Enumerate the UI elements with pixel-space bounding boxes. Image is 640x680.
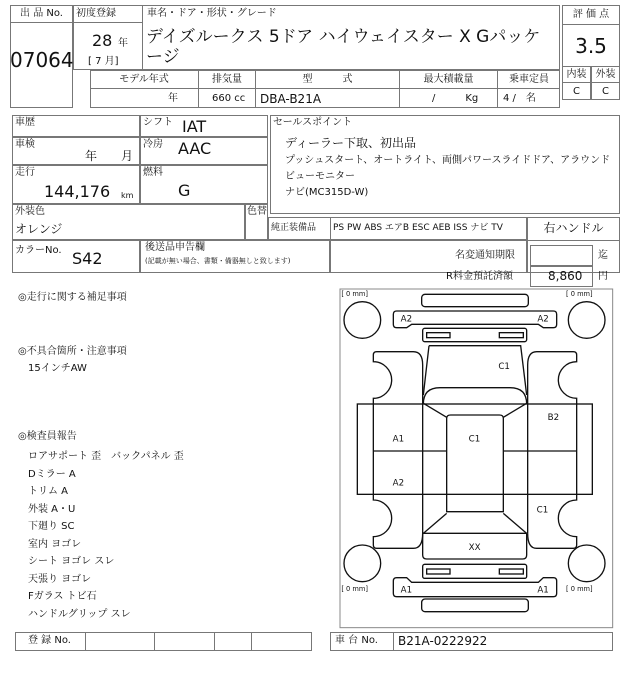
color-no-label: カラーNo. bbox=[15, 245, 62, 256]
recycle-unit: 円 bbox=[598, 271, 608, 282]
tread-rear-right: [ 0 mm] bbox=[566, 585, 593, 593]
front-bumper bbox=[393, 311, 556, 328]
max-load-label: 最大積載量 bbox=[423, 74, 474, 85]
exterior-color-label: 外装色 bbox=[15, 206, 45, 217]
steering-value: 右ハンドル bbox=[543, 221, 604, 235]
equipment-label: 純正装備品 bbox=[271, 223, 317, 233]
diagram-border bbox=[340, 289, 613, 628]
defects-label: ◎不具合箇所・注意事項 bbox=[18, 346, 127, 357]
model-year-value: 年 bbox=[168, 93, 178, 104]
tread-rear-left: [ 0 mm] bbox=[341, 585, 368, 593]
history-label: 車歴 bbox=[15, 117, 35, 128]
color-change-label: 色替 bbox=[247, 206, 267, 217]
reg-no-cell bbox=[85, 632, 155, 651]
ac-value: AAC bbox=[178, 139, 212, 158]
inspector-list bbox=[28, 447, 184, 622]
reg-no-label: 登 録 No. bbox=[28, 635, 71, 646]
rear-panel bbox=[423, 564, 527, 578]
headlight-right bbox=[499, 333, 523, 338]
later-items-note: (記載が無い場合、書類・備器無しと致します) bbox=[145, 257, 291, 265]
shift-value: IAT bbox=[182, 117, 207, 136]
mark-front-bumper-right: A2 bbox=[537, 314, 549, 325]
pillars bbox=[423, 403, 526, 533]
shift-label: シフト bbox=[143, 117, 173, 128]
wheel-front-left bbox=[344, 302, 381, 339]
exterior-label: 外装 bbox=[595, 69, 616, 80]
inspector-item: ハンドルグリップ スレ bbox=[28, 608, 131, 620]
exterior-color-value: オレンジ bbox=[15, 222, 63, 236]
inspection-value: 年 月 bbox=[85, 149, 134, 163]
capacity-label: 乗車定員 bbox=[509, 74, 549, 85]
chassis-label: 車 台 No. bbox=[335, 635, 378, 646]
later-items-label: 後送品申告欄 bbox=[145, 242, 205, 253]
rear-bumper bbox=[393, 578, 556, 597]
front-grille bbox=[423, 328, 527, 341]
fuel-value: G bbox=[178, 181, 191, 200]
wheel-rear-right bbox=[568, 545, 605, 582]
recycle-label: R料金預託済額 bbox=[446, 271, 513, 282]
displacement-value: 660 cc bbox=[212, 93, 246, 104]
roof bbox=[447, 415, 504, 512]
driving-notes-label: ◎走行に関する補足事項 bbox=[18, 292, 127, 303]
mark-roof: C1 bbox=[468, 434, 481, 445]
mark-front-bumper-left: A2 bbox=[400, 314, 413, 325]
car-name: デイズルークス 5ドア ハイウェイスター X Gパッケージ bbox=[146, 27, 541, 67]
wheel-rear-left bbox=[344, 545, 381, 582]
score-label: 評 価 点 bbox=[572, 9, 610, 20]
mark-back-door: XX bbox=[468, 543, 481, 553]
headlight-left bbox=[427, 333, 450, 338]
sales-point-label: セールスポイント bbox=[273, 117, 353, 128]
recycle-value: 8,860 bbox=[548, 269, 583, 283]
car-name-label: 車名・ドア・形状・グレード bbox=[147, 8, 277, 19]
inspector-label: ◎検査員報告 bbox=[18, 431, 77, 442]
inspection-label: 車検 bbox=[15, 139, 35, 150]
sales-point-item: ビューモニター bbox=[285, 171, 355, 182]
interior-grade: C bbox=[573, 86, 580, 97]
inspector-item: ロアサポート 歪 バックパネル 歪 bbox=[28, 451, 184, 462]
lot-label: 出 品 No. bbox=[20, 8, 63, 19]
mark-hood: C1 bbox=[498, 362, 510, 372]
score-value: 3.5 bbox=[575, 34, 607, 58]
rear-left-quarter bbox=[373, 494, 422, 548]
inspector-item: Dミラー A bbox=[28, 468, 76, 480]
taillight-right bbox=[499, 569, 523, 574]
front-bar bbox=[422, 294, 529, 306]
model-year-label: モデル年式 bbox=[119, 74, 169, 85]
year-unit: 年 bbox=[118, 38, 128, 49]
inspector-item: Fガラス トビ石 bbox=[28, 591, 97, 602]
sales-point-item: ナビ(MC315D-W) bbox=[285, 187, 369, 198]
displacement-label: 排気量 bbox=[212, 74, 242, 85]
wheel-front-right bbox=[568, 302, 605, 339]
mark-left-front-door: A1 bbox=[392, 434, 405, 445]
inspector-item: 室内 ヨゴレ bbox=[28, 538, 82, 550]
damage-diagram bbox=[330, 285, 640, 680]
type-value: DBA-B21A bbox=[260, 92, 322, 106]
rear-right-quarter bbox=[528, 494, 577, 548]
divider bbox=[330, 217, 331, 273]
mark-rear-bumper-right: A1 bbox=[537, 585, 549, 596]
color-no-value: S42 bbox=[72, 249, 103, 268]
rear-bar bbox=[422, 599, 529, 612]
ac-label: 冷房 bbox=[143, 139, 163, 150]
name-change-suffix: 迄 bbox=[598, 250, 608, 261]
front-left-fender bbox=[373, 352, 422, 404]
sales-point-item: プッシュスタート、オートライト、両側パワースライドドア、アラウンド bbox=[285, 155, 611, 166]
first-reg-year: 28 bbox=[92, 31, 113, 50]
interior-label: 内装 bbox=[566, 69, 587, 80]
mark-left-rear-door: A2 bbox=[392, 478, 405, 489]
inspector-item: 下廻り SC bbox=[28, 521, 75, 532]
mileage-label: 走行 bbox=[15, 167, 35, 178]
mark-right-rear-quarter: C1 bbox=[536, 505, 549, 516]
defect-item: 15インチAW bbox=[28, 363, 87, 374]
name-change-box bbox=[530, 245, 593, 266]
mark-rear-bumper-left: A1 bbox=[400, 585, 413, 596]
tread-front-right: [ 0 mm] bbox=[566, 290, 593, 298]
mark-right-front-door: B2 bbox=[547, 413, 560, 423]
taillight-left bbox=[427, 569, 450, 574]
inspector-item: 外装 A・U bbox=[28, 503, 76, 515]
front-right-fender bbox=[528, 352, 577, 404]
equipment-value: PS PW ABS エアB ESC AEB ISS ナビ TV bbox=[333, 223, 503, 233]
mileage-unit: km bbox=[121, 191, 134, 200]
type-label: 型 式 bbox=[302, 74, 353, 85]
sales-point-item: ディーラー下取、初出品 bbox=[285, 136, 417, 150]
capacity-value: 4 / 名 bbox=[503, 93, 536, 104]
reg-no-cell bbox=[214, 632, 252, 651]
inspector-item: トリム A bbox=[28, 486, 69, 497]
exterior-grade: C bbox=[602, 86, 609, 97]
lot-number: 07064 bbox=[10, 48, 74, 72]
mileage-value: 144,176 bbox=[44, 182, 111, 201]
name-change-label: 名変通知期限 bbox=[455, 250, 515, 261]
fuel-label: 燃料 bbox=[143, 167, 163, 178]
first-reg-label: 初度登録 bbox=[76, 8, 116, 19]
windshield bbox=[423, 388, 526, 404]
inspector-item: シート ヨゴレ スレ bbox=[28, 556, 115, 567]
chassis-value: B21A-0222922 bbox=[398, 634, 488, 648]
first-reg-month: [ 7 月] bbox=[88, 56, 119, 67]
inspector-item: 天張り ヨゴレ bbox=[28, 573, 92, 585]
max-load-value: / Kg bbox=[432, 93, 479, 104]
tread-front-left: [ 0 mm] bbox=[341, 290, 368, 298]
